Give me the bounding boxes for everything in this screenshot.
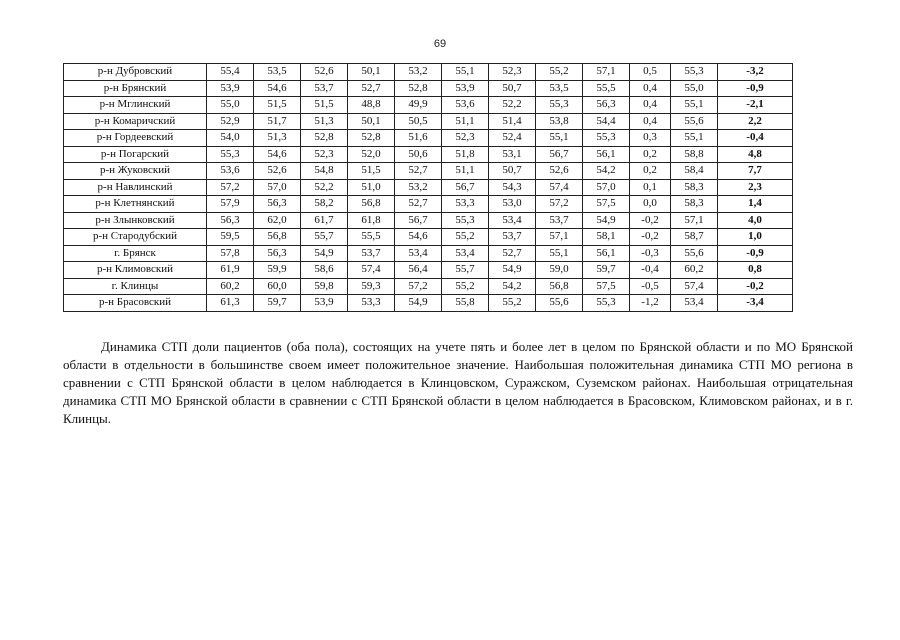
- value-cell: 55,6: [671, 245, 718, 262]
- table-row: [64, 113, 793, 130]
- value-cell: 52,7: [489, 245, 536, 262]
- value-cell: 53,6: [207, 163, 254, 180]
- table-row: [64, 179, 793, 196]
- value-cell: 53,3: [348, 295, 395, 312]
- value-cell: -0,3: [630, 245, 671, 262]
- value-cell: 56,3: [254, 196, 301, 213]
- value-cell: 53,4: [671, 295, 718, 312]
- value-cell: 53,8: [536, 113, 583, 130]
- value-cell: 60,0: [254, 278, 301, 295]
- value-cell: -1,2: [630, 295, 671, 312]
- value-cell: 55,1: [671, 130, 718, 147]
- delta-cell: 2,2: [718, 113, 793, 130]
- delta-cell: 4,0: [718, 212, 793, 229]
- value-cell: 52,3: [489, 64, 536, 81]
- value-cell: 0,2: [630, 163, 671, 180]
- value-cell: 54,6: [254, 146, 301, 163]
- delta-cell: -0,9: [718, 245, 793, 262]
- district-name-cell: р-н Мглинский: [64, 97, 207, 114]
- value-cell: 0,2: [630, 146, 671, 163]
- value-cell: 56,8: [536, 278, 583, 295]
- value-cell: 56,7: [442, 179, 489, 196]
- value-cell: 0,4: [630, 80, 671, 97]
- value-cell: 53,5: [536, 80, 583, 97]
- value-cell: 52,6: [536, 163, 583, 180]
- value-cell: 55,1: [536, 130, 583, 147]
- value-cell: 57,1: [536, 229, 583, 246]
- value-cell: 59,5: [207, 229, 254, 246]
- value-cell: 57,2: [536, 196, 583, 213]
- value-cell: 52,8: [348, 130, 395, 147]
- value-cell: 54,6: [254, 80, 301, 97]
- value-cell: 55,0: [207, 97, 254, 114]
- value-cell: 56,3: [254, 245, 301, 262]
- value-cell: 55,3: [442, 212, 489, 229]
- value-cell: 54,6: [395, 229, 442, 246]
- district-name-cell: р-н Брянский: [64, 80, 207, 97]
- value-cell: 51,0: [348, 179, 395, 196]
- delta-cell: -0,4: [718, 130, 793, 147]
- value-cell: 58,3: [671, 196, 718, 213]
- value-cell: 59,7: [254, 295, 301, 312]
- value-cell: 57,2: [207, 179, 254, 196]
- table-row: [64, 80, 793, 97]
- value-cell: 59,7: [583, 262, 630, 279]
- value-cell: 55,2: [489, 295, 536, 312]
- district-name-cell: р-н Жуковский: [64, 163, 207, 180]
- delta-cell: -2,1: [718, 97, 793, 114]
- delta-cell: -0,2: [718, 278, 793, 295]
- table-row: [64, 295, 793, 312]
- value-cell: 58,4: [671, 163, 718, 180]
- value-cell: 56,4: [395, 262, 442, 279]
- value-cell: 56,3: [583, 97, 630, 114]
- value-cell: 55,5: [348, 229, 395, 246]
- value-cell: 53,7: [489, 229, 536, 246]
- value-cell: 50,7: [489, 163, 536, 180]
- table-row: [64, 229, 793, 246]
- value-cell: 53,5: [254, 64, 301, 81]
- value-cell: 56,7: [395, 212, 442, 229]
- value-cell: 53,4: [489, 212, 536, 229]
- value-cell: 50,1: [348, 64, 395, 81]
- value-cell: 54,9: [583, 212, 630, 229]
- delta-cell: 1,0: [718, 229, 793, 246]
- delta-cell: 2,3: [718, 179, 793, 196]
- value-cell: 56,8: [254, 229, 301, 246]
- value-cell: 55,1: [671, 97, 718, 114]
- value-cell: 55,3: [536, 97, 583, 114]
- district-name-cell: р-н Дубровский: [64, 64, 207, 81]
- value-cell: 55,0: [671, 80, 718, 97]
- table-row: [64, 146, 793, 163]
- value-cell: -0,5: [630, 278, 671, 295]
- value-cell: 54,9: [489, 262, 536, 279]
- value-cell: 52,6: [254, 163, 301, 180]
- value-cell: 61,8: [348, 212, 395, 229]
- value-cell: 55,3: [583, 130, 630, 147]
- value-cell: 55,3: [207, 146, 254, 163]
- value-cell: 56,8: [348, 196, 395, 213]
- district-name-cell: р-н Брасовский: [64, 295, 207, 312]
- value-cell: 53,1: [489, 146, 536, 163]
- value-cell: 61,3: [207, 295, 254, 312]
- district-name-cell: р-н Погарский: [64, 146, 207, 163]
- delta-cell: 7,7: [718, 163, 793, 180]
- value-cell: 49,9: [395, 97, 442, 114]
- value-cell: 56,1: [583, 146, 630, 163]
- value-cell: 0,0: [630, 196, 671, 213]
- value-cell: 57,4: [671, 278, 718, 295]
- value-cell: 51,5: [301, 97, 348, 114]
- value-cell: 52,3: [301, 146, 348, 163]
- value-cell: 51,8: [442, 146, 489, 163]
- value-cell: 55,7: [442, 262, 489, 279]
- table-row: [64, 212, 793, 229]
- value-cell: 55,2: [442, 278, 489, 295]
- value-cell: 55,3: [671, 64, 718, 81]
- value-cell: 53,9: [207, 80, 254, 97]
- delta-cell: -3,4: [718, 295, 793, 312]
- delta-cell: 1,4: [718, 196, 793, 213]
- value-cell: 59,3: [348, 278, 395, 295]
- value-cell: -0,4: [630, 262, 671, 279]
- value-cell: 58,8: [671, 146, 718, 163]
- district-name-cell: р-н Комаричский: [64, 113, 207, 130]
- value-cell: 54,0: [207, 130, 254, 147]
- value-cell: 55,1: [536, 245, 583, 262]
- value-cell: 52,7: [348, 80, 395, 97]
- value-cell: 0,5: [630, 64, 671, 81]
- value-cell: 58,7: [671, 229, 718, 246]
- value-cell: 54,4: [583, 113, 630, 130]
- value-cell: 53,4: [395, 245, 442, 262]
- value-cell: 57,9: [207, 196, 254, 213]
- value-cell: 60,2: [207, 278, 254, 295]
- value-cell: 52,2: [489, 97, 536, 114]
- table-row: [64, 262, 793, 279]
- value-cell: 55,6: [536, 295, 583, 312]
- value-cell: 52,7: [395, 196, 442, 213]
- value-cell: 52,2: [301, 179, 348, 196]
- value-cell: 62,0: [254, 212, 301, 229]
- value-cell: 59,8: [301, 278, 348, 295]
- value-cell: 57,8: [207, 245, 254, 262]
- value-cell: 51,3: [254, 130, 301, 147]
- value-cell: 51,4: [489, 113, 536, 130]
- value-cell: 52,8: [301, 130, 348, 147]
- value-cell: 53,3: [442, 196, 489, 213]
- value-cell: 55,1: [442, 64, 489, 81]
- district-name-cell: р-н Клетнянский: [64, 196, 207, 213]
- table-row: [64, 163, 793, 180]
- value-cell: 50,6: [395, 146, 442, 163]
- value-cell: 52,3: [442, 130, 489, 147]
- value-cell: 53,9: [301, 295, 348, 312]
- value-cell: 53,0: [489, 196, 536, 213]
- delta-cell: 0,8: [718, 262, 793, 279]
- value-cell: 50,7: [489, 80, 536, 97]
- value-cell: 55,7: [301, 229, 348, 246]
- value-cell: 50,5: [395, 113, 442, 130]
- district-name-cell: г. Клинцы: [64, 278, 207, 295]
- value-cell: 53,2: [395, 179, 442, 196]
- value-cell: 54,9: [301, 245, 348, 262]
- value-cell: 55,5: [583, 80, 630, 97]
- value-cell: 57,1: [583, 64, 630, 81]
- delta-cell: 4,8: [718, 146, 793, 163]
- value-cell: 57,5: [583, 196, 630, 213]
- delta-cell: -0,9: [718, 80, 793, 97]
- value-cell: 55,3: [583, 295, 630, 312]
- district-name-cell: р-н Стародубский: [64, 229, 207, 246]
- value-cell: 52,4: [489, 130, 536, 147]
- district-name-cell: р-н Злынковский: [64, 212, 207, 229]
- table-row: [64, 130, 793, 147]
- value-cell: 55,4: [207, 64, 254, 81]
- table-row: [64, 64, 793, 81]
- value-cell: 57,0: [583, 179, 630, 196]
- value-cell: 57,1: [671, 212, 718, 229]
- value-cell: 52,0: [348, 146, 395, 163]
- value-cell: 53,7: [348, 245, 395, 262]
- value-cell: 58,2: [301, 196, 348, 213]
- value-cell: 60,2: [671, 262, 718, 279]
- value-cell: 51,6: [395, 130, 442, 147]
- value-cell: 57,4: [536, 179, 583, 196]
- data-table: [63, 63, 793, 312]
- value-cell: 58,6: [301, 262, 348, 279]
- district-name-cell: р-н Климовский: [64, 262, 207, 279]
- value-cell: 0,1: [630, 179, 671, 196]
- district-name-cell: р-н Навлинский: [64, 179, 207, 196]
- value-cell: 51,7: [254, 113, 301, 130]
- value-cell: 55,8: [442, 295, 489, 312]
- page-number: 69: [433, 38, 447, 50]
- table-row: [64, 245, 793, 262]
- value-cell: 50,1: [348, 113, 395, 130]
- value-cell: 57,4: [348, 262, 395, 279]
- value-cell: 55,6: [671, 113, 718, 130]
- table-body: [64, 64, 793, 312]
- value-cell: 48,8: [348, 97, 395, 114]
- value-cell: -0,2: [630, 229, 671, 246]
- value-cell: 59,9: [254, 262, 301, 279]
- value-cell: 53,9: [442, 80, 489, 97]
- value-cell: 53,7: [536, 212, 583, 229]
- value-cell: 54,2: [489, 278, 536, 295]
- value-cell: 56,3: [207, 212, 254, 229]
- value-cell: 58,3: [671, 179, 718, 196]
- value-cell: -0,2: [630, 212, 671, 229]
- value-cell: 56,1: [583, 245, 630, 262]
- table-row: [64, 196, 793, 213]
- value-cell: 51,1: [442, 163, 489, 180]
- value-cell: 57,2: [395, 278, 442, 295]
- value-cell: 57,0: [254, 179, 301, 196]
- table-row: [64, 97, 793, 114]
- value-cell: 54,9: [395, 295, 442, 312]
- value-cell: 52,9: [207, 113, 254, 130]
- value-cell: 56,7: [536, 146, 583, 163]
- value-cell: 53,6: [442, 97, 489, 114]
- value-cell: 55,2: [442, 229, 489, 246]
- table-row: [64, 278, 793, 295]
- value-cell: 55,2: [536, 64, 583, 81]
- value-cell: 52,6: [301, 64, 348, 81]
- value-cell: 52,8: [395, 80, 442, 97]
- value-cell: 51,5: [254, 97, 301, 114]
- district-name-cell: р-н Гордеевский: [64, 130, 207, 147]
- body-paragraph: Динамика СТП доли пациентов (оба пола), состоящих на учете пять и более лет в целом по Брянской области и по МО Брянской области в отдельности в большинстве своем имеет положительное значение. Наибольшая положительная динамика СТП МО региона в сравнении с СТП Брянской области в целом наблюдается в Клинцовском, Суражском, Суземском районах. Наибольшая отрицательная динамика СТП МО Брянской области в сравнении с СТП Брянской области в целом наблюдается в Брасовском, Климовском районах, и в г. Клинцы.: [63, 339, 853, 426]
- district-name-cell: г. Брянск: [64, 245, 207, 262]
- value-cell: 54,8: [301, 163, 348, 180]
- value-cell: 61,7: [301, 212, 348, 229]
- value-cell: 51,3: [301, 113, 348, 130]
- delta-cell: -3,2: [718, 64, 793, 81]
- value-cell: 51,1: [442, 113, 489, 130]
- value-cell: 0,4: [630, 113, 671, 130]
- value-cell: 54,3: [489, 179, 536, 196]
- value-cell: 0,3: [630, 130, 671, 147]
- value-cell: 51,5: [348, 163, 395, 180]
- value-cell: 53,2: [395, 64, 442, 81]
- value-cell: 59,0: [536, 262, 583, 279]
- value-cell: 54,2: [583, 163, 630, 180]
- value-cell: 52,7: [395, 163, 442, 180]
- value-cell: 57,5: [583, 278, 630, 295]
- value-cell: 58,1: [583, 229, 630, 246]
- value-cell: 0,4: [630, 97, 671, 114]
- value-cell: 61,9: [207, 262, 254, 279]
- value-cell: 53,4: [442, 245, 489, 262]
- value-cell: 53,7: [301, 80, 348, 97]
